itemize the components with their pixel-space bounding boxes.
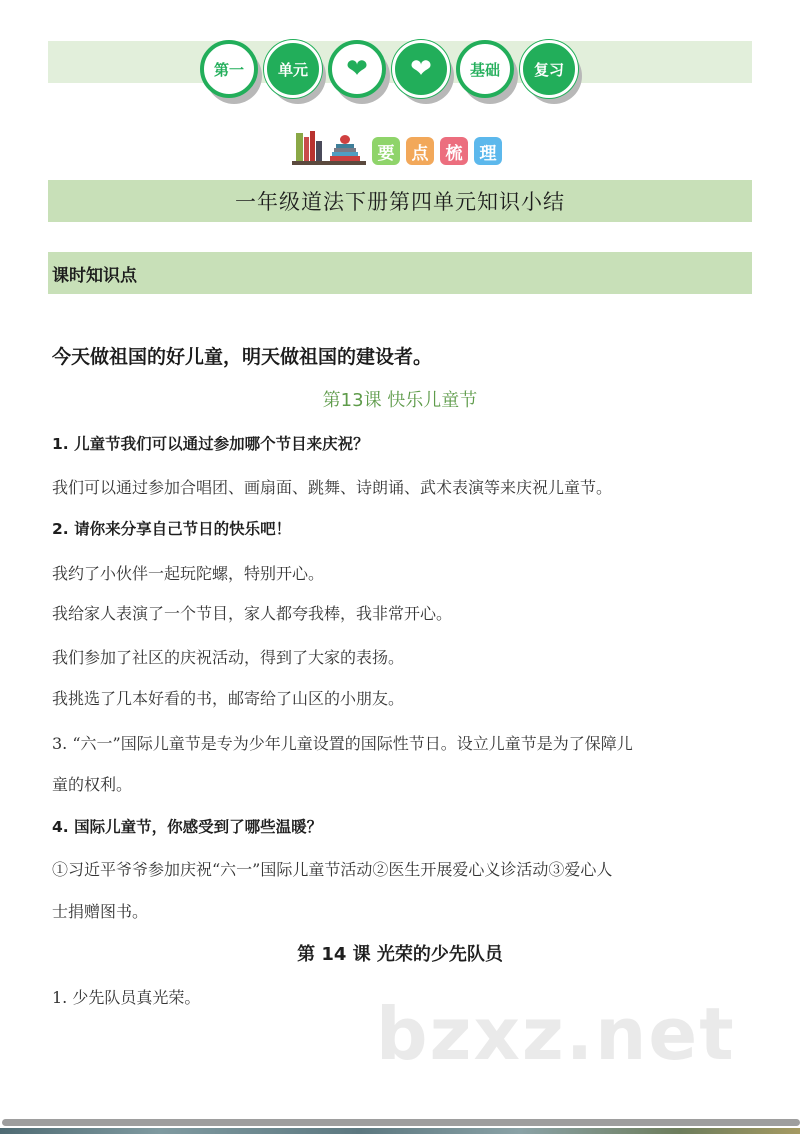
badge-label: 复习: [533, 60, 564, 79]
answer-2-item: 我们参加了社区的庆祝活动，得到了大家的表扬。: [52, 648, 405, 667]
heart-icon: ❤: [346, 54, 368, 84]
question-2: 2. 请你来分享自己节日的快乐吧！: [52, 520, 292, 538]
keypoint-tile: 要: [372, 137, 400, 165]
answer-4-line-1: ①习近平爷爷参加庆祝“六一”国际儿童节活动②医生开展爱心义诊活动③爱心人: [52, 860, 613, 879]
answer-4-line-2: 士捐赠图书。: [52, 902, 149, 921]
badge-fu-xi: [520, 40, 580, 102]
lesson-14-point-1: 1. 少先队员真光荣。: [52, 988, 201, 1007]
heart-icon: ❤: [410, 54, 432, 84]
lesson-14-heading: 第 14 课 光荣的少先队员: [297, 944, 503, 965]
answer-2-item: 我挑选了几本好看的书，邮寄给了山区的小朋友。: [52, 689, 405, 708]
question-1: 1. 儿童节我们可以通过参加哪个节目来庆祝？: [52, 435, 369, 453]
paragraph-3-line-2: 童的权利。: [52, 775, 133, 794]
keypoints-heading: [292, 127, 502, 167]
badge-di-yi: [200, 40, 260, 102]
answer-1: 我们可以通过参加合唱团、画扇面、跳舞、诗朗诵、武术表演等来庆祝儿童节。: [52, 478, 613, 497]
paragraph-3-line-1: 3. “六一”国际儿童节是专为少年儿童设置的国际性节日。设立儿童节是为了保障儿: [52, 734, 633, 753]
keypoint-tile: 理: [474, 137, 502, 165]
keypoint-tile: 梳: [440, 137, 468, 165]
answer-2-item: 我给家人表演了一个节目，家人都夸我棒，我非常开心。: [52, 604, 453, 623]
watermark: bzxz.net: [376, 992, 736, 1076]
badge-heart-filled: [392, 40, 452, 102]
question-4: 4. 国际儿童节，你感受到了哪些温暖？: [52, 818, 323, 836]
badge-ji-chu: [456, 40, 516, 102]
unit-review-badges: [200, 40, 580, 106]
horizontal-scrollbar[interactable]: [2, 1119, 800, 1126]
section-title: 课时知识点: [52, 265, 137, 286]
badge-dan-yuan: [264, 40, 324, 102]
badge-label: 基础: [469, 60, 500, 79]
keypoint-tile: 点: [406, 137, 434, 165]
badge-label: 单元: [277, 60, 308, 79]
badge-heart-outline: [328, 40, 388, 102]
lesson-13-heading: 第13课 快乐儿童节: [322, 390, 478, 411]
background-image-strip: [0, 1128, 800, 1134]
document-title: 一年级道法下册第四单元知识小结: [235, 190, 565, 214]
badge-label: 第一: [213, 60, 244, 79]
bookshelf-icon: [292, 129, 366, 167]
answer-2-item: 我约了小伙伴一起玩陀螺，特别开心。: [52, 564, 325, 583]
section-header-bar: [48, 252, 752, 294]
motto: 今天做祖国的好儿童，明天做祖国的建设者。: [52, 346, 433, 368]
document-title-bar: [48, 180, 752, 222]
